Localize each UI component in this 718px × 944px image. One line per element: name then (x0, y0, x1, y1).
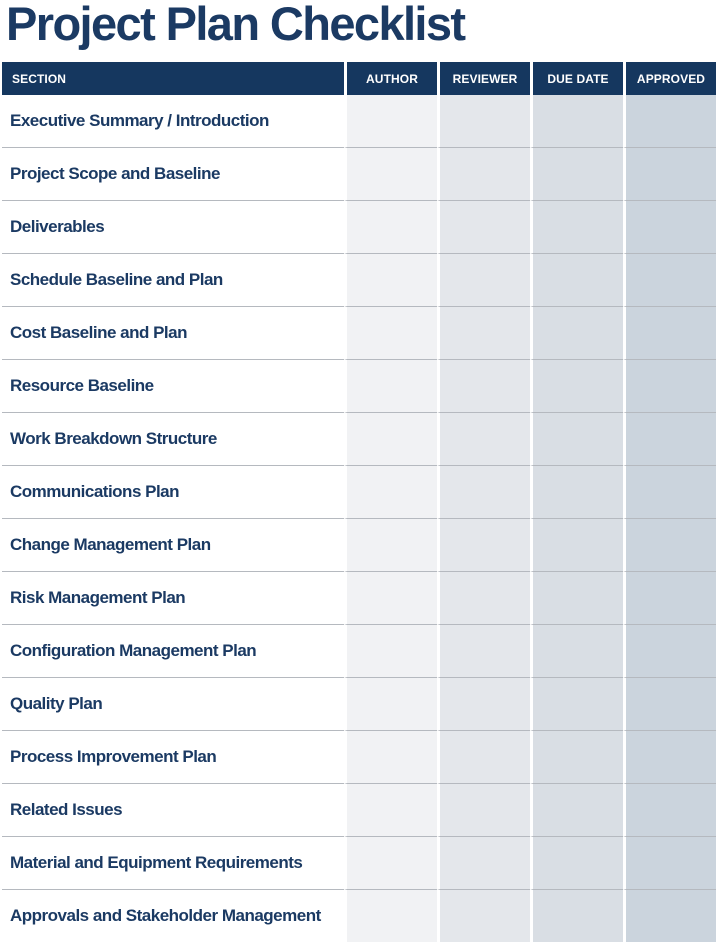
due-date-cell[interactable] (530, 254, 623, 307)
header-section: SECTION (2, 62, 344, 95)
approved-cell[interactable] (623, 890, 716, 942)
section-name: Material and Equipment Requirements (2, 837, 344, 890)
table-row (2, 837, 716, 890)
section-name: Work Breakdown Structure (2, 413, 344, 466)
section-name: Risk Management Plan (2, 572, 344, 625)
reviewer-cell[interactable] (437, 254, 530, 307)
approved-cell[interactable] (623, 466, 716, 519)
due-date-cell[interactable] (530, 95, 623, 148)
section-name: Change Management Plan (2, 519, 344, 572)
due-date-cell[interactable] (530, 307, 623, 360)
author-cell[interactable] (344, 572, 437, 625)
section-name: Process Improvement Plan (2, 731, 344, 784)
reviewer-cell[interactable] (437, 731, 530, 784)
table-row (2, 731, 716, 784)
table-row (2, 413, 716, 466)
section-name: Approvals and Stakeholder Management (2, 890, 344, 942)
due-date-cell[interactable] (530, 148, 623, 201)
table-row (2, 572, 716, 625)
reviewer-cell[interactable] (437, 95, 530, 148)
table-row (2, 519, 716, 572)
table-row (2, 784, 716, 837)
author-cell[interactable] (344, 307, 437, 360)
due-date-cell[interactable] (530, 519, 623, 572)
author-cell[interactable] (344, 890, 437, 942)
author-cell[interactable] (344, 784, 437, 837)
due-date-cell[interactable] (530, 625, 623, 678)
table-row (2, 201, 716, 254)
due-date-cell[interactable] (530, 678, 623, 731)
reviewer-cell[interactable] (437, 307, 530, 360)
header-approved: APPROVED (623, 62, 716, 95)
approved-cell[interactable] (623, 413, 716, 466)
approved-cell[interactable] (623, 784, 716, 837)
approved-cell[interactable] (623, 731, 716, 784)
reviewer-cell[interactable] (437, 625, 530, 678)
reviewer-cell[interactable] (437, 837, 530, 890)
due-date-cell[interactable] (530, 360, 623, 413)
section-name: Configuration Management Plan (2, 625, 344, 678)
approved-cell[interactable] (623, 572, 716, 625)
approved-cell[interactable] (623, 254, 716, 307)
author-cell[interactable] (344, 201, 437, 254)
due-date-cell[interactable] (530, 784, 623, 837)
due-date-cell[interactable] (530, 572, 623, 625)
approved-cell[interactable] (623, 148, 716, 201)
table-row (2, 625, 716, 678)
approved-cell[interactable] (623, 837, 716, 890)
table-row (2, 307, 716, 360)
reviewer-cell[interactable] (437, 148, 530, 201)
section-name: Schedule Baseline and Plan (2, 254, 344, 307)
author-cell[interactable] (344, 625, 437, 678)
section-name: Executive Summary / Introduction (2, 95, 344, 148)
reviewer-cell[interactable] (437, 890, 530, 942)
author-cell[interactable] (344, 466, 437, 519)
due-date-cell[interactable] (530, 201, 623, 254)
author-cell[interactable] (344, 413, 437, 466)
header-reviewer: REVIEWER (437, 62, 530, 95)
author-cell[interactable] (344, 148, 437, 201)
section-name: Related Issues (2, 784, 344, 837)
section-name: Quality Plan (2, 678, 344, 731)
table-row (2, 95, 716, 148)
due-date-cell[interactable] (530, 731, 623, 784)
approved-cell[interactable] (623, 625, 716, 678)
header-due-date: DUE DATE (530, 62, 623, 95)
reviewer-cell[interactable] (437, 678, 530, 731)
reviewer-cell[interactable] (437, 201, 530, 254)
due-date-cell[interactable] (530, 466, 623, 519)
approved-cell[interactable] (623, 678, 716, 731)
table-row (2, 148, 716, 201)
reviewer-cell[interactable] (437, 413, 530, 466)
section-name: Deliverables (2, 201, 344, 254)
approved-cell[interactable] (623, 95, 716, 148)
header-author: AUTHOR (344, 62, 437, 95)
approved-cell[interactable] (623, 360, 716, 413)
reviewer-cell[interactable] (437, 519, 530, 572)
section-name: Communications Plan (2, 466, 344, 519)
table-body (2, 95, 716, 942)
author-cell[interactable] (344, 254, 437, 307)
due-date-cell[interactable] (530, 837, 623, 890)
page-title: Project Plan Checklist (6, 0, 465, 50)
reviewer-cell[interactable] (437, 360, 530, 413)
approved-cell[interactable] (623, 201, 716, 254)
author-cell[interactable] (344, 678, 437, 731)
table-row (2, 678, 716, 731)
table-header (2, 62, 716, 95)
section-name: Cost Baseline and Plan (2, 307, 344, 360)
checklist-table (2, 62, 716, 942)
approved-cell[interactable] (623, 307, 716, 360)
table-row (2, 254, 716, 307)
table-row (2, 466, 716, 519)
reviewer-cell[interactable] (437, 466, 530, 519)
table-row (2, 890, 716, 942)
author-cell[interactable] (344, 519, 437, 572)
approved-cell[interactable] (623, 519, 716, 572)
header-row (2, 62, 716, 95)
due-date-cell[interactable] (530, 413, 623, 466)
section-name: Project Scope and Baseline (2, 148, 344, 201)
section-name: Resource Baseline (2, 360, 344, 413)
author-cell[interactable] (344, 360, 437, 413)
author-cell[interactable] (344, 731, 437, 784)
reviewer-cell[interactable] (437, 572, 530, 625)
table-row (2, 360, 716, 413)
due-date-cell[interactable] (530, 890, 623, 942)
author-cell[interactable] (344, 95, 437, 148)
reviewer-cell[interactable] (437, 784, 530, 837)
author-cell[interactable] (344, 837, 437, 890)
